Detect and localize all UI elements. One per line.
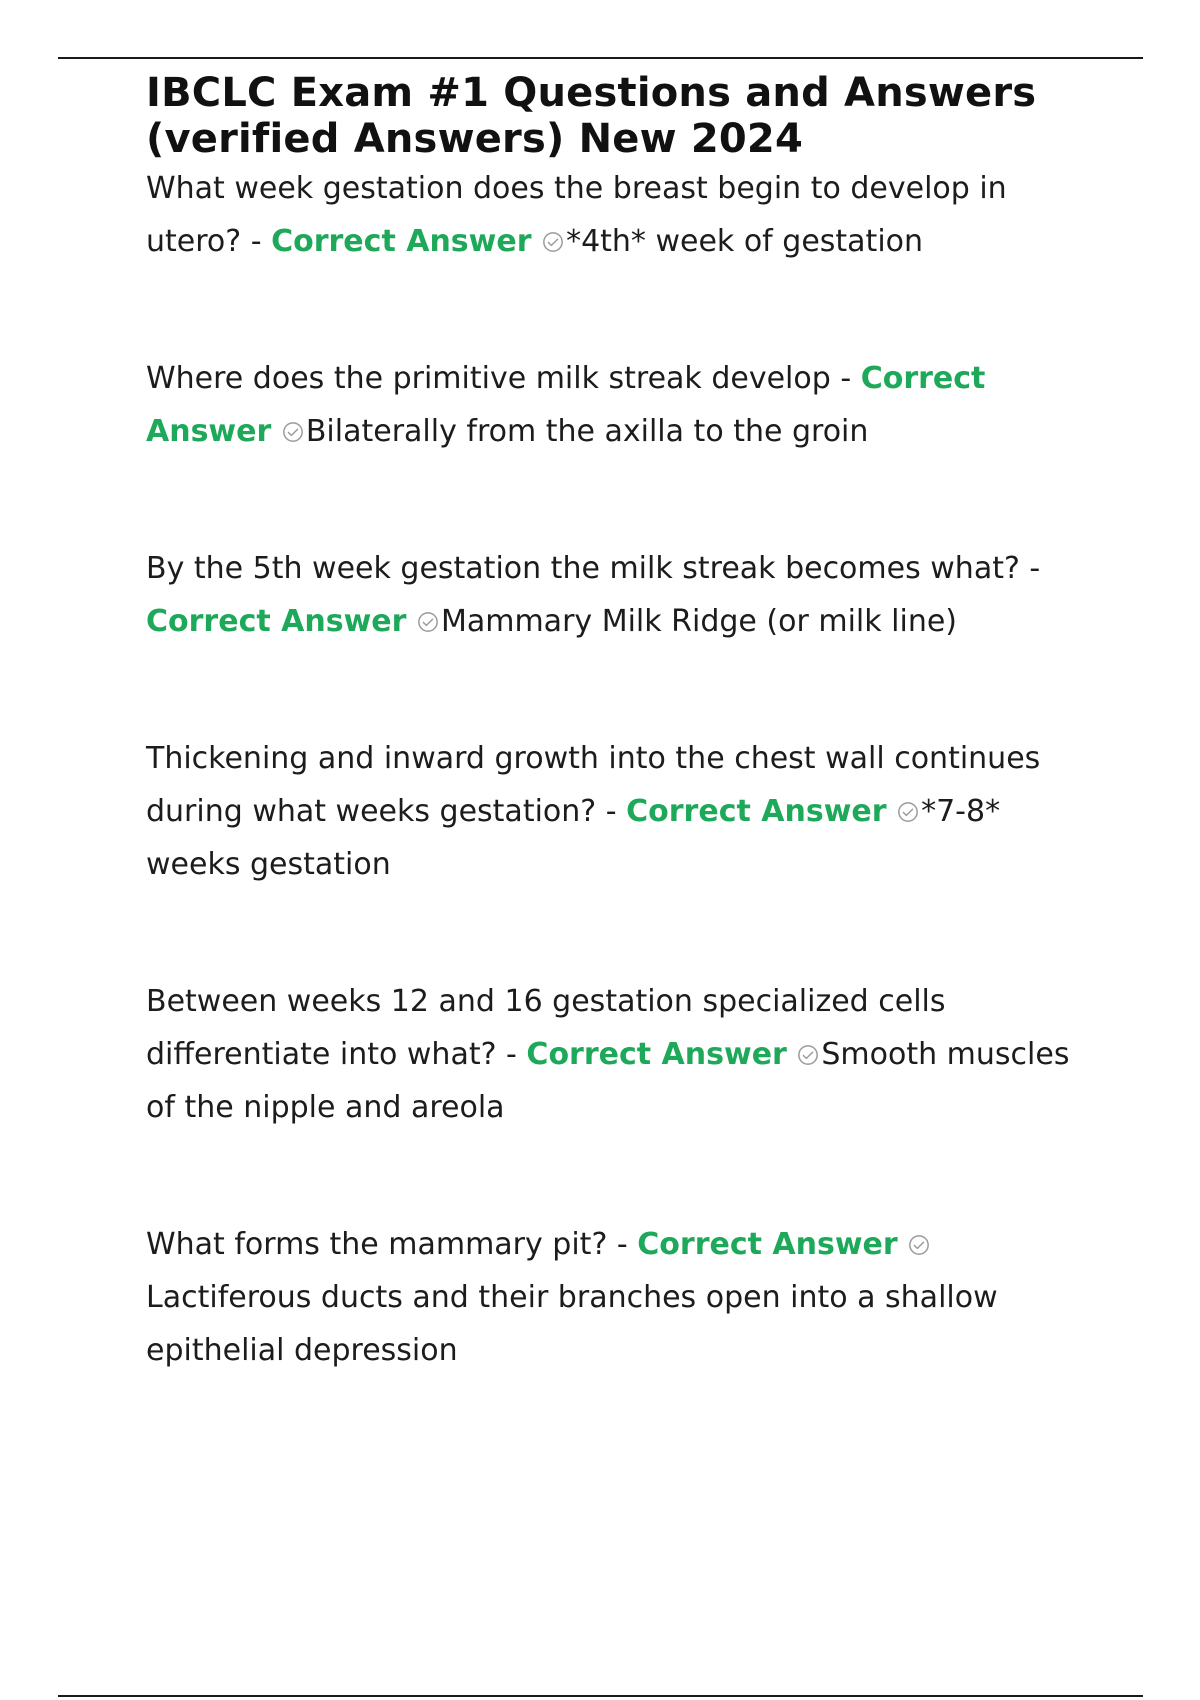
answer-text: Mammary Milk Ridge (or milk line) [440, 604, 957, 639]
separator: - [596, 794, 627, 829]
page-title: IBCLC Exam #1 Questions and Answers (verified Answers) New 2024 [146, 70, 1037, 162]
answer-text: Smooth muscles of the nipple and areola [146, 1037, 1070, 1125]
check-circle-icon [542, 231, 564, 253]
answer-text: Lactiferous ducts and their branches open into a shallow epithelial depression [146, 1280, 998, 1368]
correct-answer-label: Correct Answer [146, 604, 407, 639]
qa-item [146, 162, 1096, 268]
question-text: What forms the mammary pit? [146, 1227, 608, 1262]
correct-answer-label: Correct Answer [637, 1227, 898, 1262]
bottom-rule [58, 1695, 1143, 1697]
question-text: Between weeks 12 and 16 gestation specialized cells differentiate into what? [146, 984, 946, 1072]
check-circle-icon [897, 801, 919, 823]
qa-item [146, 542, 1096, 648]
separator: - [607, 1227, 638, 1262]
separator: - [241, 224, 272, 259]
separator: - [1019, 551, 1041, 586]
qa-item [146, 975, 1096, 1134]
correct-answer-label: Correct Answer [271, 224, 532, 259]
check-circle-icon [282, 421, 304, 443]
answer-text: *7-8* weeks gestation [146, 794, 1001, 882]
correct-answer-label: Correct Answer [146, 361, 986, 449]
question-text: By the 5th week gestation the milk streak becomes what? [146, 551, 1020, 586]
check-circle-icon [417, 611, 439, 633]
qa-item [146, 732, 1096, 891]
check-circle-icon [797, 1044, 819, 1066]
top-rule [58, 57, 1143, 59]
question-text: Thickening and inward growth into the chest wall continues during what weeks gestation? [146, 741, 1041, 829]
qa-item [146, 1218, 1096, 1377]
question-text: Where does the primitive milk streak develop [146, 361, 831, 396]
answer-text: *4th* week of gestation [566, 224, 924, 259]
qa-item [146, 352, 1096, 458]
separator: - [830, 361, 861, 396]
answer-text: Bilaterally from the axilla to the groin [305, 414, 869, 449]
document-body [146, 70, 1096, 1377]
correct-answer-label: Correct Answer [626, 794, 887, 829]
correct-answer-label: Correct Answer [526, 1037, 787, 1072]
separator: - [496, 1037, 527, 1072]
question-text: What week gestation does the breast begin to develop in utero? [146, 171, 1007, 259]
check-circle-icon [908, 1234, 930, 1256]
